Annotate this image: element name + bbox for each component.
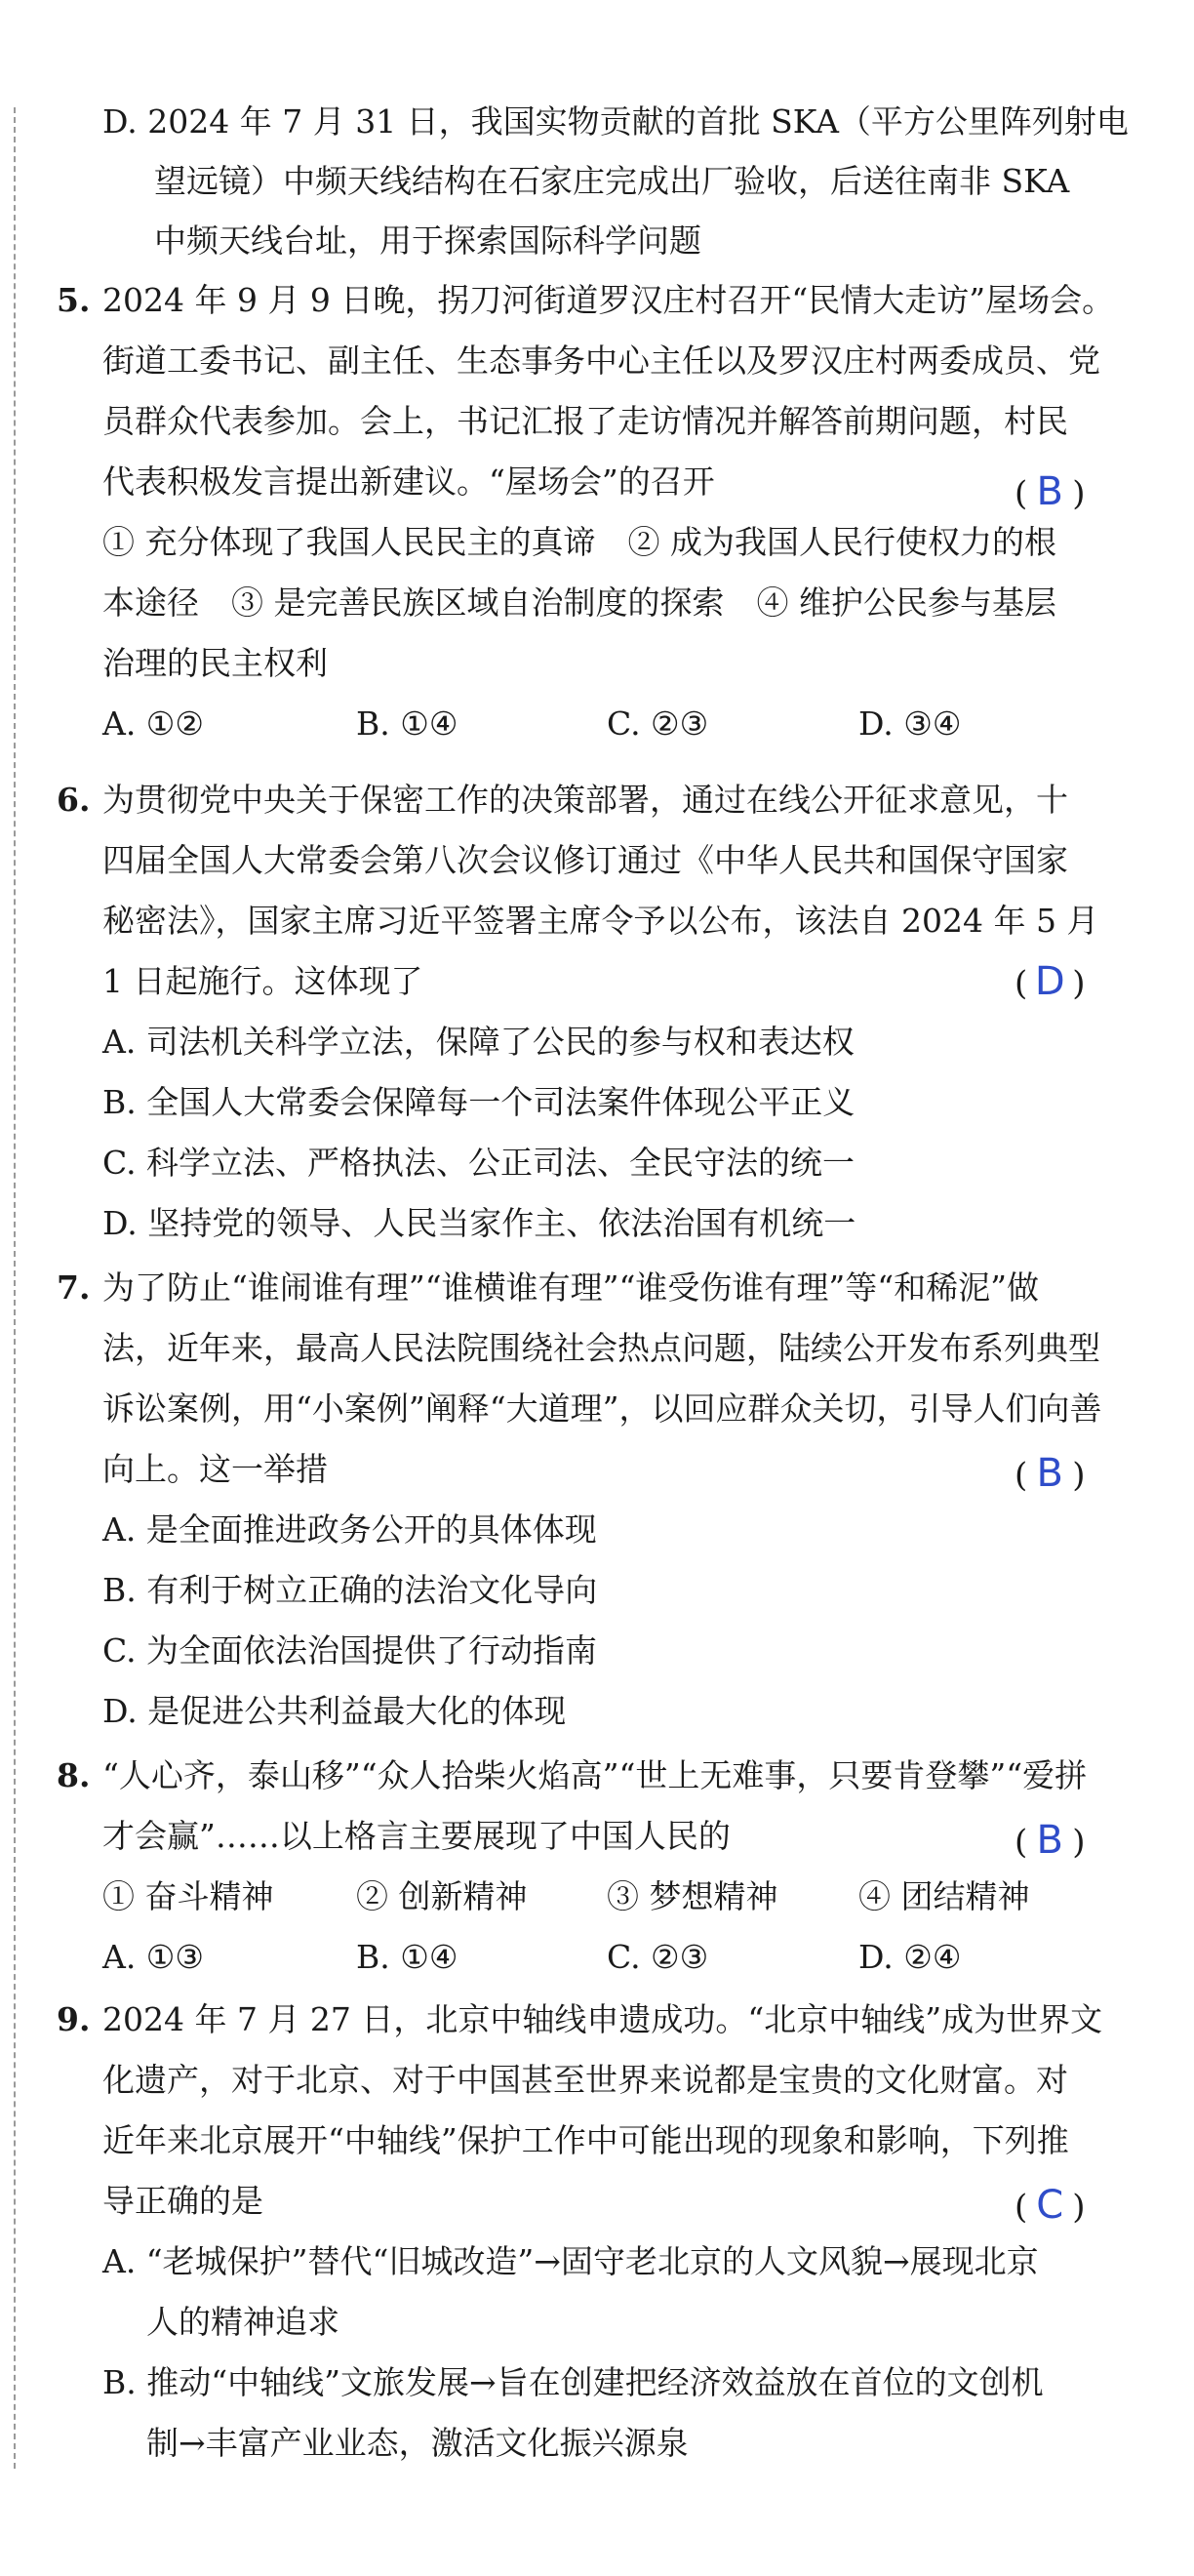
q7-number: 7. — [57, 1268, 91, 1307]
binding-margin-line — [14, 107, 16, 2469]
q5-option-b: B. ①④ — [356, 704, 458, 743]
q5-choices-line-1: ① 充分体现了我国人民民主的真谛 ② 成为我国人民行使权力的根 — [102, 523, 1056, 561]
q8-choice-3: ③ 梦想精神 — [607, 1877, 778, 1915]
q8-choice-2: ② 创新精神 — [356, 1877, 528, 1915]
q6-option-d: D. 坚持党的领导、人民当家作主、依法治国有机统一 — [102, 1204, 856, 1242]
q8-choice-1: ① 奋斗精神 — [102, 1877, 274, 1915]
q6-option-c: C. 科学立法、严格执法、公正司法、全民守法的统一 — [102, 1144, 856, 1182]
q8-option-a: A. ①③ — [102, 1938, 204, 1976]
q7-answer-box: ( B ) — [1015, 1451, 1086, 1496]
q9-answer-box: ( C ) — [1015, 2183, 1086, 2228]
q9-option-a-line-1: A. “老城保护”替代“旧城改造”→固守老北京的人文风貌→展现北京 — [102, 2242, 1039, 2280]
q6-option-b: B. 全国人大常委会保障每一个司法案件体现公平正义 — [102, 1083, 856, 1121]
q7-stem-line-1: 为了防止“谁闹谁有理”“谁横谁有理”“谁受伤谁有理”等“和稀泥”做 — [102, 1268, 1039, 1307]
q7-option-c: C. 为全面依法治国提供了行动指南 — [102, 1631, 598, 1670]
q9-option-b-line-1: B. 推动“中轴线”文旅发展→旨在创建把经济效益放在首位的文创机 — [102, 2363, 1044, 2401]
q8-option-b: B. ①④ — [356, 1938, 458, 1976]
q9-stem-line-1: 2024 年 7 月 27 日，北京中轴线申遗成功。“北京中轴线”成为世界文 — [102, 2000, 1103, 2038]
q8-number: 8. — [57, 1756, 91, 1794]
q6-stem-line-2: 四届全国人大常委会第八次会议修订通过《中华人民共和国保守国家 — [102, 841, 1068, 879]
q7-option-b: B. 有利于树立正确的法治文化导向 — [102, 1571, 598, 1609]
q4-option-d-line-2: 望远镜）中频天线结构在石家庄完成出厂验收，后送往南非 SKA — [154, 162, 1070, 200]
q7-option-d: D. 是促进公共利益最大化的体现 — [102, 1692, 567, 1730]
q5-stem-line-1: 2024 年 9 月 9 日晚，拐刀河街道罗汉庄村召开“民情大走访”屋场会。 — [102, 281, 1115, 319]
q4-option-d-line-3: 中频天线台址，用于探索国际科学问题 — [154, 221, 701, 260]
q9-stem-line-4: 导正确的是 — [102, 2182, 263, 2220]
q7-stem-line-4: 向上。这一举措 — [102, 1450, 328, 1488]
q6-number: 6. — [57, 781, 91, 819]
q5-stem-line-2: 街道工委书记、副主任、生态事务中心主任以及罗汉庄村两委成员、党 — [102, 342, 1100, 380]
q5-option-c: C. ②③ — [607, 704, 709, 743]
q8-answer-box: ( B ) — [1015, 1818, 1086, 1863]
q5-stem-line-3: 员群众代表参加。会上，书记汇报了走访情况并解答前期问题，村民 — [102, 402, 1068, 440]
q9-stem-line-2: 化遗产，对于北京、对于中国甚至世界来说都是宝贵的文化财富。对 — [102, 2061, 1068, 2099]
q5-answer-box: ( B ) — [1015, 469, 1086, 514]
q9-option-b-line-2: 制→丰富产业业态，激活文化振兴源泉 — [146, 2424, 689, 2462]
q6-answer: D — [1034, 959, 1065, 1004]
q5-answer: B — [1036, 469, 1063, 514]
q5-stem-line-4: 代表积极发言提出新建议。“屋场会”的召开 — [102, 463, 715, 501]
q7-answer: B — [1036, 1451, 1063, 1496]
q8-stem-line-2: 才会赢”……以上格言主要展现了中国人民的 — [102, 1817, 731, 1855]
q6-stem-line-3: 秘密法》，国家主席习近平签署主席令予以公布，该法自 2024 年 5 月 — [102, 902, 1099, 940]
q6-stem-line-1: 为贯彻党中央关于保密工作的决策部署，通过在线公开征求意见，十 — [102, 781, 1068, 819]
q9-number: 9. — [57, 2000, 91, 2038]
q7-stem-line-2: 法，近年来，最高人民法院围绕社会热点问题，陆续公开发布系列典型 — [102, 1329, 1100, 1367]
q5-number: 5. — [57, 281, 91, 319]
q8-choice-4: ④ 团结精神 — [858, 1877, 1030, 1915]
q5-choices-line-2: 本途径 ③ 是完善民族区域自治制度的探索 ④ 维护公民参与基层 — [102, 584, 1056, 622]
q6-option-a: A. 司法机关科学立法，保障了公民的参与权和表达权 — [102, 1023, 855, 1061]
q7-option-a: A. 是全面推进政务公开的具体体现 — [102, 1510, 597, 1549]
q8-option-c: C. ②③ — [607, 1938, 709, 1976]
q9-answer: C — [1036, 2183, 1064, 2228]
q5-option-a: A. ①② — [102, 704, 204, 743]
q8-stem-line-1: “人心齐，泰山移”“众人拾柴火焰高”“世上无难事，只要肯登攀”“爱拼 — [102, 1756, 1088, 1794]
q4-option-d-line-1: D. 2024 年 7 月 31 日，我国实物贡献的首批 SKA（平方公里阵列射电 — [102, 102, 1129, 141]
q8-option-d: D. ②④ — [858, 1938, 962, 1976]
q5-choices-line-3: 治理的民主权利 — [102, 644, 328, 682]
q9-stem-line-3: 近年来北京展开“中轴线”保护工作中可能出现的现象和影响，下列推 — [102, 2121, 1069, 2159]
q7-stem-line-3: 诉讼案例，用“小案例”阐释“大道理”，以回应群众关切，引导人们向善 — [102, 1389, 1102, 1428]
q5-option-d: D. ③④ — [858, 704, 962, 743]
q9-option-a-line-2: 人的精神追求 — [146, 2303, 339, 2341]
q6-answer-box: ( D ) — [1015, 959, 1086, 1004]
q6-stem-line-4: 1 日起施行。这体现了 — [102, 962, 423, 1000]
q8-answer: B — [1036, 1818, 1063, 1863]
